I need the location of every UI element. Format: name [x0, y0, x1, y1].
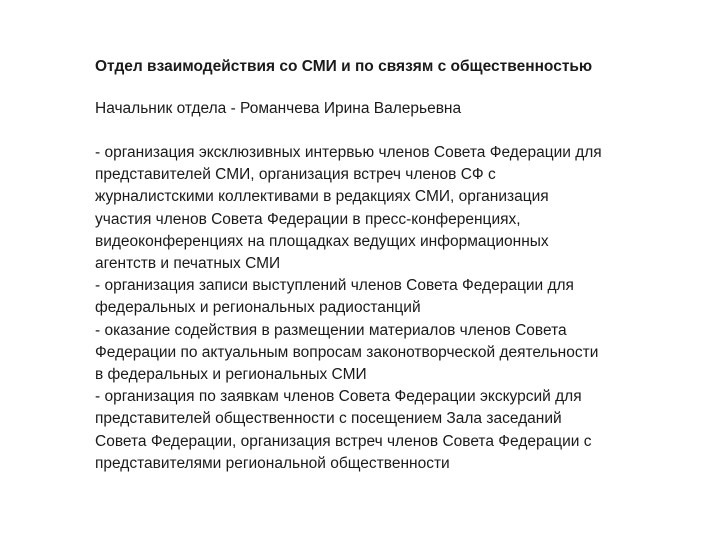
duty-line: агентств и печатных СМИ: [95, 255, 281, 273]
duty-line: - оказание содействия в размещении материалов членов Совета: [95, 321, 567, 339]
duty-line: представителей СМИ, организация встреч членов СФ с: [95, 166, 496, 184]
duty-line: - организация записи выступлений членов Совета Федерации для: [95, 277, 574, 295]
duty-line: Федерации по актуальным вопросам законотворческой деятельности: [95, 343, 599, 361]
duty-line: представителей общественности с посещением Зала заседаний: [95, 410, 562, 428]
duty-line: видеоконференциях на площадках ведущих информационных: [95, 232, 549, 250]
duty-line: участия членов Совета Федерации в пресс-конференциях,: [95, 210, 521, 228]
document-page: [95, 56, 655, 475]
duty-line: федеральных и региональных радиостанций: [95, 299, 421, 317]
duty-line: - организация эксклюзивных интервью членов Совета Федерации для: [95, 144, 602, 161]
duty-line: журналистскими коллективами в редакциях СМИ, организация: [95, 188, 549, 206]
head-of-department: Начальник отдела - Романчева Ирина Валерьевна: [95, 100, 462, 117]
department-title: Отдел взаимодействия со СМИ и по связям с общественностью: [95, 58, 593, 75]
duty-line: - организация по заявкам членов Совета Федерации экскурсий для: [95, 388, 582, 406]
duty-line: в федеральных и региональных СМИ: [95, 366, 367, 384]
duty-line: представителями региональной общественности: [95, 454, 450, 472]
duties-list: [95, 142, 655, 475]
duty-line: Совета Федерации, организация встреч членов Совета Федерации с: [95, 432, 592, 450]
